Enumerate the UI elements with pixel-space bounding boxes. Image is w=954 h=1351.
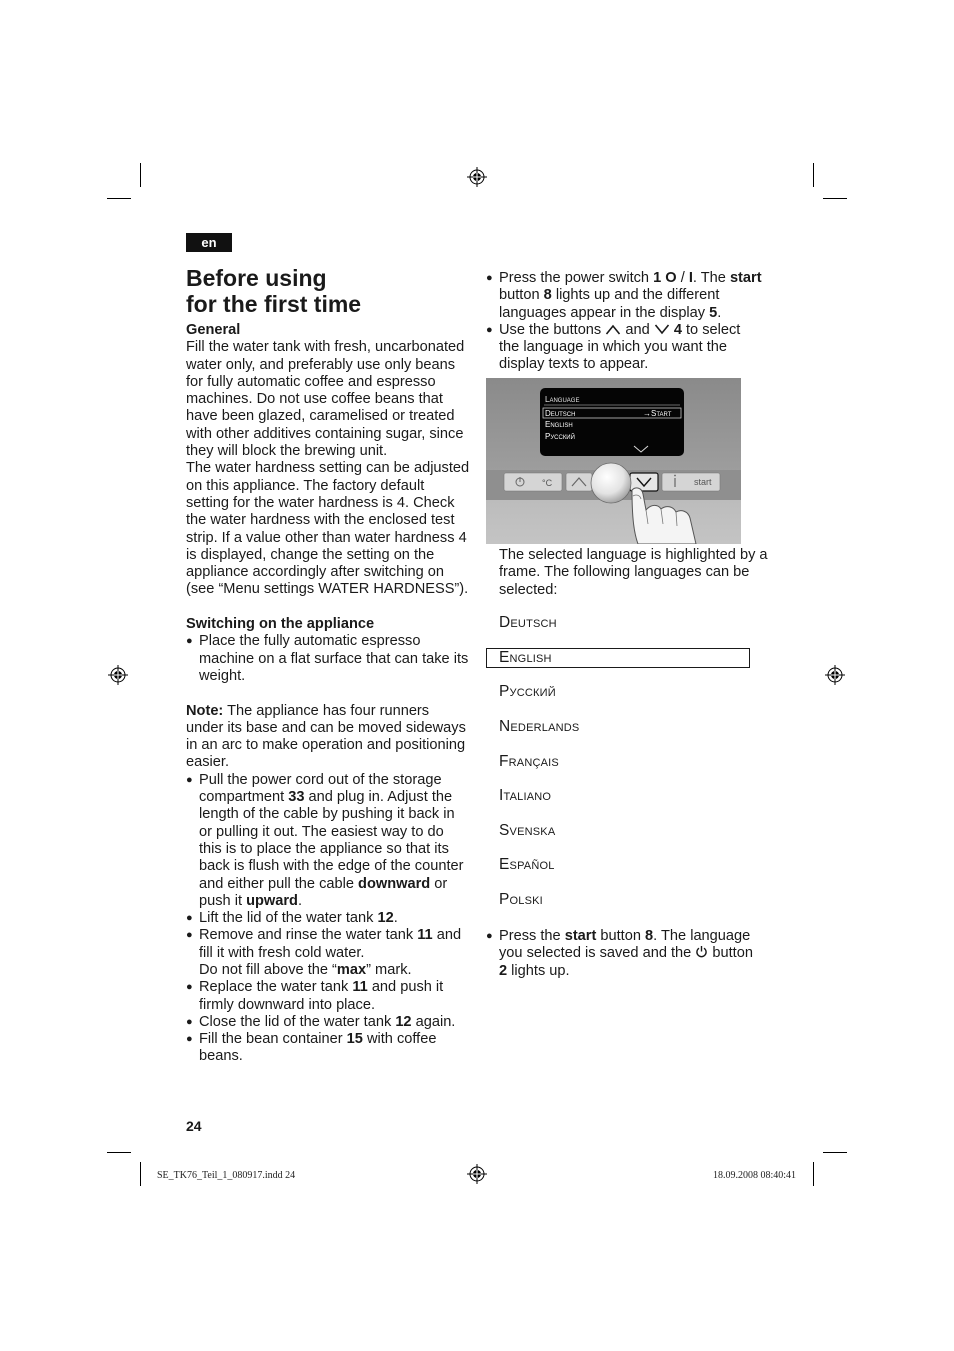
crop-mark — [140, 1162, 141, 1186]
section-heading-switching-on: Switching on the appliance — [186, 616, 375, 633]
language-item: Svenska — [499, 822, 556, 839]
list-item: ● Fill the bean container 15 with coffee beans. — [186, 1031, 470, 1066]
list-item: ● Pull the power cord out of the storage compartment 33 and plug in. Adjust the length of the cable by pushing it back in or pulling it out. The easiest way to do this is to place the appliance so that its back is flush with the edge of the counter and either pull the cable downward or push it upward. — [186, 772, 470, 910]
list-item: ● Place the fully automatic espresso machine on a flat surface that can take its weight. — [186, 633, 470, 685]
page-title-line-2: for the first time — [186, 291, 362, 317]
page-number: 24 — [186, 1118, 202, 1134]
bullet-list — [186, 633, 470, 685]
left-column — [186, 322, 470, 1066]
list-item: ● Press the start button 8. The language you selected is saved and the button 2 lights up. — [486, 928, 764, 980]
language-item: Pусский — [499, 683, 556, 700]
general-paragraph-1: Fill the water tank with fresh, uncarbonated water only, and preferably use only beans for fully automatic coffee and espresso machines. Do not use coffee beans that have been glazed, caramelised or treated with other additives containing sugar, since they will block the brewing unit. — [186, 339, 465, 460]
registration-mark-icon — [467, 1164, 487, 1184]
language-item: Deutsch — [499, 614, 557, 631]
power-icon — [695, 945, 708, 958]
display-line-1-action: →Start — [643, 409, 672, 418]
list-item: ● Press the power switch 1 O / I. The start button 8 lights up and the different languages appear in the display 5. — [486, 270, 764, 322]
bullet-list — [186, 772, 470, 1066]
registration-mark-icon — [825, 665, 845, 685]
crop-mark — [823, 198, 847, 199]
file-slug: SE_TK76_Teil_1_080917.indd 24 — [157, 1170, 296, 1181]
right-column-middle — [499, 547, 769, 599]
registration-mark-icon — [108, 665, 128, 685]
control-panel-illustration — [486, 378, 741, 544]
list-item: ● Use the buttons and 4 to select the language in which you want the display texts to appear. — [486, 322, 764, 374]
right-column-top — [486, 270, 764, 374]
list-item: ● Lift the lid of the water tank 12. — [186, 910, 470, 927]
crop-mark — [107, 198, 131, 199]
page-title-line-1: Before using — [186, 265, 327, 291]
bullet-list — [486, 928, 764, 980]
crop-mark — [813, 1162, 814, 1186]
chevron-down-icon — [654, 324, 670, 335]
list-item: ● Remove and rinse the water tank 11 and fill it with fresh cold water. Do not fill above the “max” mark. — [186, 927, 470, 979]
language-tag: en — [186, 233, 232, 252]
display-line-2: English — [545, 420, 573, 429]
language-item: Polski — [499, 891, 543, 908]
crop-mark — [823, 1152, 847, 1153]
right-column-bottom — [486, 928, 764, 980]
display-line-3: Pусский — [545, 432, 575, 441]
language-item: Español — [499, 856, 555, 873]
general-paragraph-2: The water hardness setting can be adjusted on this appliance. The factory default setting for the water hardness is 4. Check the water hardness with the enclosed test strip. If a value other than water hardness 4 is displayed, change the setting on the appliance accordingly after switching on (see “Menu settings WATER HARDNESS”). — [186, 460, 470, 598]
section-heading-general: General — [186, 322, 241, 338]
display-header: Language — [545, 395, 580, 404]
timestamp-slug: 18.09.2008 08:40:41 — [713, 1170, 797, 1181]
bullet-list — [486, 270, 764, 374]
language-item: Italiano — [499, 787, 552, 804]
celsius-button-label: °C — [542, 478, 553, 488]
crop-mark — [140, 163, 141, 187]
registration-mark-icon — [467, 167, 487, 187]
crop-mark — [107, 1152, 131, 1153]
chevron-up-icon — [605, 324, 621, 335]
list-item: ● Close the lid of the water tank 12 again. — [186, 1014, 470, 1031]
start-button-label: start — [694, 477, 712, 487]
page-title — [186, 265, 466, 317]
display-line-1: Deutsch — [545, 409, 576, 418]
list-item: ● Replace the water tank 11 and push it firmly downward into place. — [186, 979, 470, 1014]
languages-intro: The selected language is highlighted by a frame. The following languages can be selected: — [499, 547, 768, 598]
language-item-selected: English — [499, 649, 552, 666]
language-item: Nederlands — [499, 718, 580, 735]
control-panel-photo — [486, 378, 741, 544]
note-paragraph: Note: The appliance has four runners under its base and can be moved sideways in an arc to make operation and positioning easier. — [186, 702, 466, 771]
language-item: Français — [499, 753, 559, 770]
crop-mark — [813, 163, 814, 187]
